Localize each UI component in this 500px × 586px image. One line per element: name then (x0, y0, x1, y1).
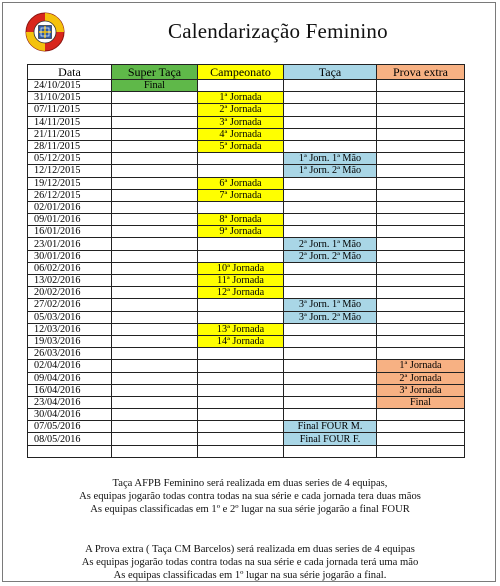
prova-extra-cell (377, 128, 465, 140)
prova-extra-cell (377, 311, 465, 323)
table-row (28, 409, 465, 421)
campeonato-cell: 1ª Jornada (198, 92, 284, 104)
taca-cell: 2ª Jorn. 1ª Mão (284, 238, 377, 250)
date-cell: 26/03/2016 (28, 348, 112, 360)
super-taca-cell (112, 104, 198, 116)
table-row (28, 433, 465, 445)
prova-extra-cell (377, 189, 465, 201)
taca-cell (284, 372, 377, 384)
taca-cell (284, 140, 377, 152)
super-taca-cell (112, 275, 198, 287)
prova-extra-cell (377, 104, 465, 116)
date-cell: 08/05/2016 (28, 433, 112, 445)
header-prova-extra: Prova extra (377, 65, 465, 80)
campeonato-cell: 12ª Jornada (198, 287, 284, 299)
super-taca-cell (112, 140, 198, 152)
prova-extra-cell: 2ª Jornada (377, 372, 465, 384)
prova-extra-cell (377, 177, 465, 189)
note-line: As equipas jogarão todas contra todas na sua série e cada jornada terá uma mão (81, 557, 419, 568)
prova-extra-cell (377, 409, 465, 421)
date-cell: 31/10/2015 (28, 92, 112, 104)
table-row (28, 189, 465, 201)
schedule-body (28, 80, 465, 458)
table-row (28, 335, 465, 347)
taca-cell (284, 348, 377, 360)
taca-cell: 1ª Jorn. 1ª Mão (284, 153, 377, 165)
note-line: A Prova extra ( Taça CM Barcelos) será realizada em duas series de 4 equipas (85, 544, 415, 555)
campeonato-cell (198, 153, 284, 165)
page-title: Calendarização Feminino (168, 19, 388, 43)
date-cell: 07/11/2015 (28, 104, 112, 116)
super-taca-cell (112, 421, 198, 433)
campeonato-cell: 6ª Jornada (198, 177, 284, 189)
prova-extra-cell (377, 348, 465, 360)
date-cell: 12/03/2016 (28, 323, 112, 335)
table-row (28, 372, 465, 384)
taca-cell (284, 287, 377, 299)
taca-cell: 2ª Jorn. 2ª Mão (284, 250, 377, 262)
header-campeonato: Campeonato (198, 65, 284, 80)
super-taca-cell (112, 360, 198, 372)
campeonato-cell (198, 421, 284, 433)
campeonato-cell: 2ª Jornada (198, 104, 284, 116)
campeonato-cell (198, 348, 284, 360)
campeonato-cell (198, 201, 284, 213)
date-cell: 27/02/2016 (28, 299, 112, 311)
super-taca-cell (112, 262, 198, 274)
campeonato-cell: 9ª Jornada (198, 226, 284, 238)
campeonato-cell: 3ª Jornada (198, 116, 284, 128)
page-frame (2, 2, 496, 582)
super-taca-cell (112, 323, 198, 335)
super-taca-cell (112, 335, 198, 347)
taca-cell (284, 396, 377, 408)
prova-extra-cell (377, 335, 465, 347)
date-cell: 14/11/2015 (28, 116, 112, 128)
taca-cell: Final FOUR M. (284, 421, 377, 433)
campeonato-cell: 13ª Jornada (198, 323, 284, 335)
super-taca-cell (112, 128, 198, 140)
super-taca-cell (112, 372, 198, 384)
super-taca-cell (112, 153, 198, 165)
prova-extra-cell: 1ª Jornada (377, 360, 465, 372)
table-row (28, 323, 465, 335)
table-row (28, 201, 465, 213)
prova-extra-cell (377, 214, 465, 226)
table-row (28, 80, 465, 92)
prova-extra-cell (377, 299, 465, 311)
taca-cell (284, 323, 377, 335)
date-cell (28, 445, 112, 457)
prova-extra-cell: Final (377, 396, 465, 408)
note-line: As equipas classificadas em 1º lugar na sua série jogarão a final. (113, 570, 387, 581)
table-row (28, 238, 465, 250)
taca-cell (284, 384, 377, 396)
super-taca-cell (112, 445, 198, 457)
date-cell: 09/01/2016 (28, 214, 112, 226)
date-cell: 21/11/2015 (28, 128, 112, 140)
date-cell: 19/03/2016 (28, 335, 112, 347)
taca-cell (284, 80, 377, 92)
super-taca-cell (112, 238, 198, 250)
prova-extra-notes (3, 543, 497, 582)
date-cell: 26/12/2015 (28, 189, 112, 201)
header-taca: Taça (284, 65, 377, 80)
date-cell: 19/12/2015 (28, 177, 112, 189)
taca-cell: 3ª Jorn. 2ª Mão (284, 311, 377, 323)
header-row (28, 65, 465, 80)
campeonato-cell (198, 384, 284, 396)
campeonato-cell: 5ª Jornada (198, 140, 284, 152)
prova-extra-cell: 3ª Jornada (377, 384, 465, 396)
campeonato-cell (198, 372, 284, 384)
table-row (28, 153, 465, 165)
date-cell: 16/04/2016 (28, 384, 112, 396)
date-cell: 05/03/2016 (28, 311, 112, 323)
date-cell: 23/04/2016 (28, 396, 112, 408)
table-row (28, 262, 465, 274)
table-row (28, 214, 465, 226)
campeonato-cell: 4ª Jornada (198, 128, 284, 140)
table-row (28, 128, 465, 140)
note-line: As equipas jogarão todas contra todas na sua série e cada jornada tera duas mãos (79, 491, 421, 502)
date-cell: 28/11/2015 (28, 140, 112, 152)
date-cell: 13/02/2016 (28, 275, 112, 287)
table-row (28, 311, 465, 323)
super-taca-cell (112, 287, 198, 299)
campeonato-cell (198, 445, 284, 457)
super-taca-cell (112, 116, 198, 128)
campeonato-cell: 14ª Jornada (198, 335, 284, 347)
association-crest-logo (25, 12, 65, 52)
super-taca-cell (112, 201, 198, 213)
taca-notes (3, 477, 497, 516)
campeonato-cell: 8ª Jornada (198, 214, 284, 226)
campeonato-cell (198, 360, 284, 372)
super-taca-cell (112, 433, 198, 445)
campeonato-cell: 11ª Jornada (198, 275, 284, 287)
table-row (28, 104, 465, 116)
header-date: Data (28, 65, 112, 80)
table-row (28, 445, 465, 457)
super-taca-cell (112, 226, 198, 238)
date-cell: 06/02/2016 (28, 262, 112, 274)
note-line: As equipas classificadas em 1º e 2º lugar na sua série jogarão a final FOUR (90, 504, 410, 515)
super-taca-cell (112, 348, 198, 360)
taca-cell (284, 275, 377, 287)
prova-extra-cell (377, 92, 465, 104)
prova-extra-cell (377, 433, 465, 445)
taca-cell (284, 335, 377, 347)
taca-cell (284, 92, 377, 104)
taca-cell (284, 104, 377, 116)
date-cell: 20/02/2016 (28, 287, 112, 299)
prova-extra-cell (377, 226, 465, 238)
table-row (28, 348, 465, 360)
taca-cell (284, 201, 377, 213)
table-row (28, 275, 465, 287)
campeonato-cell (198, 311, 284, 323)
super-taca-cell (112, 396, 198, 408)
campeonato-cell (198, 238, 284, 250)
super-taca-cell (112, 409, 198, 421)
header-super-taca: Super Taça (112, 65, 198, 80)
prova-extra-cell (377, 153, 465, 165)
prova-extra-cell (377, 201, 465, 213)
super-taca-cell: Final (112, 80, 198, 92)
prova-extra-cell (377, 445, 465, 457)
taca-cell (284, 445, 377, 457)
date-cell: 12/12/2015 (28, 165, 112, 177)
prova-extra-cell (377, 238, 465, 250)
schedule-table (27, 64, 465, 458)
super-taca-cell (112, 250, 198, 262)
table-row (28, 177, 465, 189)
date-cell: 02/04/2016 (28, 360, 112, 372)
date-cell: 05/12/2015 (28, 153, 112, 165)
super-taca-cell (112, 189, 198, 201)
super-taca-cell (112, 299, 198, 311)
date-cell: 24/10/2015 (28, 80, 112, 92)
date-cell: 16/01/2016 (28, 226, 112, 238)
date-cell: 30/04/2016 (28, 409, 112, 421)
table-row (28, 396, 465, 408)
prova-extra-cell (377, 262, 465, 274)
taca-cell (284, 262, 377, 274)
date-cell: 09/04/2016 (28, 372, 112, 384)
campeonato-cell: 10ª Jornada (198, 262, 284, 274)
date-cell: 30/01/2016 (28, 250, 112, 262)
campeonato-cell (198, 299, 284, 311)
super-taca-cell (112, 92, 198, 104)
table-row (28, 299, 465, 311)
table-row (28, 384, 465, 396)
taca-cell (284, 177, 377, 189)
taca-cell (284, 360, 377, 372)
prova-extra-cell (377, 275, 465, 287)
table-row (28, 140, 465, 152)
table-row (28, 226, 465, 238)
taca-cell: 3ª Jorn. 1ª Mão (284, 299, 377, 311)
prova-extra-cell (377, 323, 465, 335)
taca-cell: 1ª Jorn. 2ª Mão (284, 165, 377, 177)
date-cell: 07/05/2016 (28, 421, 112, 433)
table-row (28, 250, 465, 262)
taca-cell (284, 189, 377, 201)
campeonato-cell (198, 396, 284, 408)
table-row (28, 116, 465, 128)
campeonato-cell (198, 433, 284, 445)
table-row (28, 165, 465, 177)
campeonato-cell (198, 250, 284, 262)
taca-cell (284, 128, 377, 140)
super-taca-cell (112, 177, 198, 189)
prova-extra-cell (377, 140, 465, 152)
date-cell: 23/01/2016 (28, 238, 112, 250)
taca-cell (284, 214, 377, 226)
campeonato-cell (198, 80, 284, 92)
table-row (28, 287, 465, 299)
taca-cell: Final FOUR F. (284, 433, 377, 445)
campeonato-cell (198, 165, 284, 177)
prova-extra-cell (377, 421, 465, 433)
note-line: Taça AFPB Feminino será realizada em duas series de 4 equipas, (112, 478, 388, 489)
super-taca-cell (112, 311, 198, 323)
super-taca-cell (112, 165, 198, 177)
prova-extra-cell (377, 165, 465, 177)
taca-cell (284, 226, 377, 238)
prova-extra-cell (377, 80, 465, 92)
super-taca-cell (112, 214, 198, 226)
campeonato-cell: 7ª Jornada (198, 189, 284, 201)
table-row (28, 421, 465, 433)
table-row (28, 360, 465, 372)
prova-extra-cell (377, 287, 465, 299)
campeonato-cell (198, 409, 284, 421)
taca-cell (284, 116, 377, 128)
table-row (28, 92, 465, 104)
super-taca-cell (112, 384, 198, 396)
prova-extra-cell (377, 250, 465, 262)
taca-cell (284, 409, 377, 421)
prova-extra-cell (377, 116, 465, 128)
date-cell: 02/01/2016 (28, 201, 112, 213)
